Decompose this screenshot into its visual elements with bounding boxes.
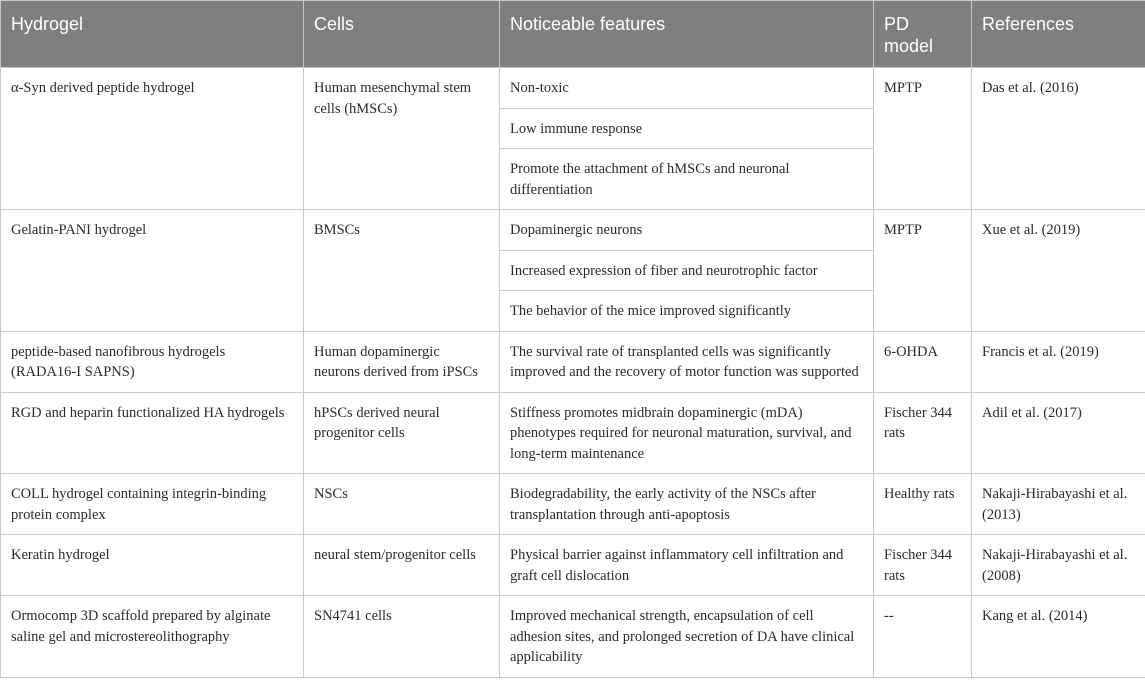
table-header xyxy=(1,1,1145,68)
reference-cell: Xue et al. (2019) xyxy=(972,210,1145,332)
hydrogel-cell: Keratin hydrogel xyxy=(1,535,304,596)
cells-cell: hPSCs derived neural progenitor cells xyxy=(304,392,500,474)
feature-cell: Low immune response xyxy=(500,108,874,149)
feature-cell: Biodegradability, the early activity of the NSCs after transplantation through anti-apoptosis xyxy=(500,474,874,535)
reference-cell: Nakaji-Hirabayashi et al. (2013) xyxy=(972,474,1145,535)
table-row xyxy=(1,210,1145,251)
header-row xyxy=(1,1,1145,68)
feature-cell: Promote the attachment of hMSCs and neuronal differentiation xyxy=(500,149,874,210)
pd-model-cell: Fischer 344 rats xyxy=(874,535,972,596)
hydrogel-cell: COLL hydrogel containing integrin-binding protein complex xyxy=(1,474,304,535)
feature-cell: Improved mechanical strength, encapsulation of cell adhesion sites, and prolonged secretion of DA have clinical applicability xyxy=(500,596,874,678)
table-row xyxy=(1,474,1145,535)
reference-cell: Adil et al. (2017) xyxy=(972,392,1145,474)
pd-model-cell: -- xyxy=(874,596,972,678)
pd-model-cell: Healthy rats xyxy=(874,474,972,535)
reference-cell: Kang et al. (2014) xyxy=(972,596,1145,678)
cells-cell: neural stem/progenitor cells xyxy=(304,535,500,596)
feature-cell: The survival rate of transplanted cells was significantly improved and the recovery of motor function was supported xyxy=(500,331,874,392)
table-row xyxy=(1,68,1145,109)
header-pd-model: PD model xyxy=(874,1,972,68)
feature-cell: Increased expression of fiber and neurotrophic factor xyxy=(500,250,874,291)
cells-cell: Human dopaminergic neurons derived from iPSCs xyxy=(304,331,500,392)
header-features: Noticeable features xyxy=(500,1,874,68)
feature-cell: Dopaminergic neurons xyxy=(500,210,874,251)
feature-cell: Stiffness promotes midbrain dopaminergic (mDA) phenotypes required for neuronal maturation, survival, and long-term maintenance xyxy=(500,392,874,474)
table-row xyxy=(1,331,1145,392)
table-body xyxy=(1,68,1145,678)
hydrogel-cell: Gelatin-PANI hydrogel xyxy=(1,210,304,332)
feature-cell: Physical barrier against inflammatory cell infiltration and graft cell dislocation xyxy=(500,535,874,596)
pd-model-cell: MPTP xyxy=(874,210,972,332)
hydrogel-cell: peptide-based nanofibrous hydrogels (RADA16-I SAPNS) xyxy=(1,331,304,392)
table-row xyxy=(1,392,1145,474)
table-row xyxy=(1,535,1145,596)
reference-cell: Nakaji-Hirabayashi et al. (2008) xyxy=(972,535,1145,596)
pd-model-cell: 6-OHDA xyxy=(874,331,972,392)
hydrogel-cell: RGD and heparin functionalized HA hydrogels xyxy=(1,392,304,474)
header-hydrogel: Hydrogel xyxy=(1,1,304,68)
pd-model-cell: Fischer 344 rats xyxy=(874,392,972,474)
table-row xyxy=(1,596,1145,678)
feature-cell: The behavior of the mice improved significantly xyxy=(500,291,874,332)
reference-cell: Das et al. (2016) xyxy=(972,68,1145,210)
header-cells: Cells xyxy=(304,1,500,68)
cells-cell: NSCs xyxy=(304,474,500,535)
hydrogel-cell: Ormocomp 3D scaffold prepared by alginate saline gel and microstereolithography xyxy=(1,596,304,678)
cells-cell: SN4741 cells xyxy=(304,596,500,678)
header-references: References xyxy=(972,1,1145,68)
reference-cell: Francis et al. (2019) xyxy=(972,331,1145,392)
hydrogel-cell: α-Syn derived peptide hydrogel xyxy=(1,68,304,210)
cells-cell: Human mesenchymal stem cells (hMSCs) xyxy=(304,68,500,210)
feature-cell: Non-toxic xyxy=(500,68,874,109)
cells-cell: BMSCs xyxy=(304,210,500,332)
pd-model-cell: MPTP xyxy=(874,68,972,210)
